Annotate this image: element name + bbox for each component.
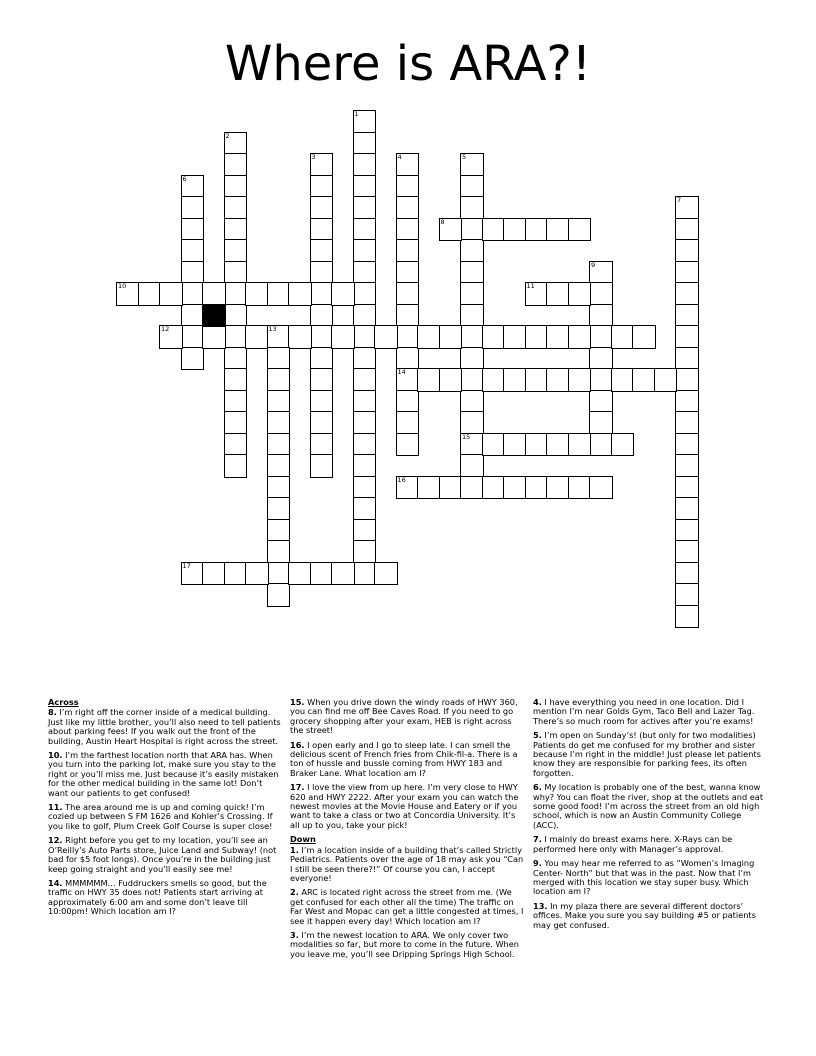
clue-text: I have everything you need in one location. Did I mention I’m near Golds Gym, Taco Bell and Lazer Tag. There’s so much room for actives after you’re exams! bbox=[533, 697, 755, 726]
clue-text: My location is probably one of the best, wanna know why? You can float the river, shop at the outlets and eat some good food! I’m across the street from an old high school, which is now an Austin Community College (ACC). bbox=[533, 782, 764, 830]
crossword-cell[interactable] bbox=[568, 325, 592, 349]
crossword-cell[interactable] bbox=[675, 497, 699, 521]
crossword-cell[interactable] bbox=[525, 282, 549, 306]
crossword-cell[interactable] bbox=[224, 454, 248, 478]
crossword-cell[interactable] bbox=[589, 304, 613, 328]
crossword-cell[interactable] bbox=[568, 433, 592, 457]
crossword-cell[interactable] bbox=[310, 454, 334, 478]
crossword-cell[interactable] bbox=[159, 282, 183, 306]
crossword-cell[interactable] bbox=[245, 325, 269, 349]
crossword-cell[interactable] bbox=[181, 261, 205, 285]
crossword-cell[interactable] bbox=[546, 433, 570, 457]
clue-number-label: 8 bbox=[440, 217, 445, 226]
crossword-cell[interactable] bbox=[417, 476, 441, 500]
crossword-cell[interactable] bbox=[181, 218, 205, 242]
crossword-cell[interactable] bbox=[310, 325, 334, 349]
crossword-cell[interactable] bbox=[482, 433, 506, 457]
crossword-cell[interactable] bbox=[181, 175, 205, 199]
clue-text: When you drive down the windy roads of HWY 360, you can find me off Bee Caves Road. If you need to go grocery shopping after your exam, HEB is right across the street! bbox=[290, 697, 518, 736]
clue-text: I love the view from up here. I’m very close to HWY 620 and HWY 2222. After your exam you can watch the newest movies at the Movie House and Eatery or if you want to take a class or two at Concordia University. It’s all up to you, take your pick! bbox=[290, 782, 519, 830]
crossword-cell[interactable] bbox=[611, 325, 635, 349]
crossword-cell[interactable] bbox=[288, 325, 312, 349]
crossword-cell[interactable] bbox=[460, 390, 484, 414]
crossword-cell[interactable] bbox=[675, 562, 699, 586]
crossword-cell[interactable] bbox=[396, 347, 420, 371]
crossword-cell[interactable] bbox=[353, 497, 377, 521]
crossword-cell[interactable] bbox=[353, 368, 377, 392]
crossword-cell[interactable] bbox=[417, 368, 441, 392]
crossword-cell[interactable] bbox=[546, 218, 570, 242]
clue-text: I open early and I go to sleep late. I can smell the delicious scent of French fries from Chik-fil-a. There is a ton of hussle and bussle coming from HWY 183 and Braker Lane. What location am I? bbox=[290, 739, 518, 778]
crossword-cell[interactable] bbox=[138, 282, 162, 306]
crossword-cell[interactable] bbox=[353, 390, 377, 414]
crossword-cell[interactable] bbox=[546, 325, 570, 349]
clue-across-16 bbox=[290, 741, 524, 779]
clue-column-1 bbox=[48, 698, 282, 922]
crossword-cell[interactable] bbox=[310, 433, 334, 457]
crossword-cell[interactable] bbox=[589, 411, 613, 435]
clue-across-8 bbox=[48, 708, 282, 746]
crossword-cell[interactable] bbox=[267, 347, 291, 371]
crossword-cell[interactable] bbox=[353, 218, 377, 242]
crossword-cell[interactable] bbox=[482, 368, 506, 392]
crossword-cell[interactable] bbox=[224, 175, 248, 199]
clue-across-15 bbox=[290, 698, 524, 736]
crossword-cell[interactable] bbox=[460, 282, 484, 306]
clue-down-3 bbox=[290, 931, 524, 959]
crossword-cell[interactable] bbox=[396, 196, 420, 220]
crossword-cell[interactable] bbox=[267, 540, 291, 564]
crossword-cell[interactable] bbox=[224, 218, 248, 242]
crossword-cell[interactable] bbox=[310, 261, 334, 285]
crossword-cell[interactable] bbox=[159, 325, 183, 349]
crossword-cell[interactable] bbox=[525, 476, 549, 500]
crossword-cell[interactable] bbox=[396, 368, 420, 392]
clue-down-6 bbox=[533, 783, 767, 830]
clue-number-label: 6 bbox=[182, 174, 187, 183]
crossword-cell[interactable] bbox=[611, 433, 635, 457]
clue-text: I mainly do breast exams here. X-Rays can be performed here only with Manager’s approval. bbox=[533, 834, 733, 854]
crossword-cell[interactable] bbox=[503, 325, 527, 349]
crossword-cell[interactable] bbox=[374, 325, 398, 349]
crossword-cell[interactable] bbox=[267, 433, 291, 457]
black-square bbox=[202, 304, 226, 328]
crossword-cell[interactable] bbox=[675, 390, 699, 414]
crossword-cell[interactable] bbox=[267, 476, 291, 500]
crossword-cell[interactable] bbox=[460, 347, 484, 371]
crossword-cell[interactable] bbox=[267, 411, 291, 435]
clue-number-label: 5 bbox=[462, 153, 467, 161]
crossword-cell[interactable] bbox=[224, 132, 248, 156]
crossword-cell[interactable] bbox=[331, 325, 355, 349]
clue-number: 7. bbox=[533, 834, 542, 845]
crossword-cell[interactable] bbox=[482, 218, 506, 242]
crossword-cell[interactable] bbox=[267, 454, 291, 478]
crossword-cell[interactable] bbox=[181, 239, 205, 263]
crossword-cell[interactable] bbox=[267, 519, 291, 543]
clue-down-7 bbox=[533, 835, 767, 854]
crossword-cell[interactable] bbox=[245, 282, 269, 306]
crossword-cell[interactable] bbox=[675, 196, 699, 220]
clue-number: 17. bbox=[290, 782, 305, 793]
crossword-cell[interactable] bbox=[568, 282, 592, 306]
crossword-cell[interactable] bbox=[589, 368, 613, 392]
crossword-cell[interactable] bbox=[396, 304, 420, 328]
clue-number: 8. bbox=[48, 707, 57, 718]
crossword-cell[interactable] bbox=[267, 583, 291, 607]
crossword-cell[interactable] bbox=[675, 239, 699, 263]
clue-number-label: 3 bbox=[311, 153, 316, 161]
crossword-cell[interactable] bbox=[460, 433, 484, 457]
crossword-cell[interactable] bbox=[396, 153, 420, 177]
crossword-cell[interactable] bbox=[460, 454, 484, 478]
crossword-cell[interactable] bbox=[267, 390, 291, 414]
crossword-cell[interactable] bbox=[396, 325, 420, 349]
crossword-cell[interactable] bbox=[589, 390, 613, 414]
crossword-cell[interactable] bbox=[396, 239, 420, 263]
crossword-cell[interactable] bbox=[460, 476, 484, 500]
crossword-cell[interactable] bbox=[353, 196, 377, 220]
crossword-cell[interactable] bbox=[482, 476, 506, 500]
clue-number: 15. bbox=[290, 697, 305, 707]
crossword-cell[interactable] bbox=[675, 218, 699, 242]
crossword-cell[interactable] bbox=[568, 368, 592, 392]
crossword-cell[interactable] bbox=[675, 476, 699, 500]
crossword-cell[interactable] bbox=[353, 562, 377, 586]
crossword-cell[interactable] bbox=[396, 433, 420, 457]
crossword-cell[interactable] bbox=[568, 476, 592, 500]
crossword-cell[interactable] bbox=[202, 325, 226, 349]
crossword-cell[interactable] bbox=[353, 519, 377, 543]
crossword-cell[interactable] bbox=[224, 325, 248, 349]
crossword-cell[interactable] bbox=[525, 368, 549, 392]
clue-down-4 bbox=[533, 698, 767, 726]
crossword-cell[interactable] bbox=[525, 433, 549, 457]
crossword-cell[interactable] bbox=[460, 261, 484, 285]
crossword-cell[interactable] bbox=[310, 368, 334, 392]
crossword-cell[interactable] bbox=[503, 218, 527, 242]
crossword-cell[interactable] bbox=[503, 476, 527, 500]
crossword-cell[interactable] bbox=[331, 562, 355, 586]
crossword-cell[interactable] bbox=[396, 261, 420, 285]
crossword-cell[interactable] bbox=[288, 562, 312, 586]
crossword-cell[interactable] bbox=[675, 325, 699, 349]
crossword-cell[interactable] bbox=[202, 282, 226, 306]
crossword-cell[interactable] bbox=[546, 282, 570, 306]
crossword-cell[interactable] bbox=[181, 196, 205, 220]
page-title: Where is ARA?! bbox=[224, 36, 592, 92]
crossword-cell[interactable] bbox=[675, 454, 699, 478]
clue-text: I’m the newest location to ARA. We only cover two modalities so far, but more to come in the future. When you leave me, you’ll see Dripping Springs High School. bbox=[290, 929, 519, 959]
crossword-cell[interactable] bbox=[675, 540, 699, 564]
crossword-cell[interactable] bbox=[224, 196, 248, 220]
crossword-cell[interactable] bbox=[181, 304, 205, 328]
crossword-cell[interactable] bbox=[224, 261, 248, 285]
crossword-cell[interactable] bbox=[310, 196, 334, 220]
clue-number-label: 15 bbox=[462, 432, 471, 441]
crossword-cell[interactable] bbox=[267, 562, 291, 586]
crossword-cell[interactable] bbox=[675, 347, 699, 371]
crossword-cell[interactable] bbox=[310, 175, 334, 199]
crossword-cell[interactable] bbox=[267, 368, 291, 392]
crossword-cell[interactable] bbox=[460, 411, 484, 435]
crossword-cell[interactable] bbox=[310, 239, 334, 263]
crossword-cell[interactable] bbox=[353, 110, 377, 134]
clue-text: In my plaza there are several different doctors’ offices. Make you sure you say building #5 or patients may get confused. bbox=[533, 900, 756, 930]
crossword-cell[interactable] bbox=[589, 261, 613, 285]
clue-text: I’m right off the corner inside of a medical building. Just like my little brother, you’ll also need to tell patients about parking fees! If you walk out the front of the building, Austin Heart Hospital is right across the street. bbox=[48, 707, 281, 746]
crossword-cell[interactable] bbox=[675, 282, 699, 306]
crossword-cell[interactable] bbox=[396, 411, 420, 435]
clue-number-label: 12 bbox=[161, 325, 170, 333]
crossword-cell[interactable] bbox=[353, 454, 377, 478]
clue-column-3 bbox=[533, 698, 767, 935]
crossword-cell[interactable] bbox=[589, 282, 613, 306]
crossword-cell[interactable] bbox=[460, 196, 484, 220]
crossword-cell[interactable] bbox=[589, 347, 613, 371]
crossword-cell[interactable] bbox=[460, 153, 484, 177]
crossword-cell[interactable] bbox=[675, 519, 699, 543]
crossword-cell[interactable] bbox=[546, 368, 570, 392]
crossword-cell[interactable] bbox=[546, 476, 570, 500]
crossword-cell[interactable] bbox=[288, 282, 312, 306]
crossword-cell[interactable] bbox=[353, 304, 377, 328]
crossword-cell[interactable] bbox=[224, 411, 248, 435]
clue-text: MMMMMM… Fuddruckers smells so good, but the traffic on HWY 35 does not! Patients start arriving at approximately 6:00 am and some don’t leave till 10:00pm! Which location am I? bbox=[48, 877, 267, 917]
across-heading: Across bbox=[48, 697, 79, 707]
crossword-cell[interactable] bbox=[310, 411, 334, 435]
clue-number: 14. bbox=[48, 877, 63, 888]
crossword-cell[interactable] bbox=[632, 325, 656, 349]
crossword-cell[interactable] bbox=[482, 325, 506, 349]
crossword-cell[interactable] bbox=[245, 562, 269, 586]
clue-number: 1. bbox=[290, 844, 299, 855]
crossword-cell[interactable] bbox=[202, 562, 226, 586]
crossword-cell[interactable] bbox=[503, 433, 527, 457]
crossword-cell[interactable] bbox=[353, 476, 377, 500]
clue-number-label: 10 bbox=[118, 282, 127, 290]
crossword-cell[interactable] bbox=[224, 562, 248, 586]
crossword-cell[interactable] bbox=[224, 433, 248, 457]
crossword-cell[interactable] bbox=[181, 282, 205, 306]
clue-number: 4. bbox=[533, 697, 542, 707]
clue-number: 3. bbox=[290, 929, 299, 940]
crossword-cell[interactable] bbox=[396, 282, 420, 306]
crossword-cell[interactable] bbox=[589, 476, 613, 500]
crossword-cell[interactable] bbox=[181, 347, 205, 371]
crossword-cell[interactable] bbox=[353, 282, 377, 306]
crossword-cell[interactable] bbox=[525, 325, 549, 349]
crossword-cell[interactable] bbox=[396, 476, 420, 500]
clue-number-label: 9 bbox=[591, 260, 596, 269]
clue-number: 5. bbox=[533, 730, 542, 741]
clue-text: I’m the farthest location north that ARA has. When you turn into the parking lot, make sure you stay to the right or you’ll miss me. Just because it’s easily mistaken for the other medical building in the same lot! Don’t want our patients to get confused! bbox=[48, 750, 279, 798]
clue-number: 16. bbox=[290, 739, 305, 750]
crossword-cell[interactable] bbox=[310, 282, 334, 306]
clue-down-2 bbox=[290, 888, 524, 926]
clue-number-label: 13 bbox=[268, 325, 277, 333]
crossword-cell[interactable] bbox=[224, 304, 248, 328]
crossword-cell[interactable] bbox=[460, 218, 484, 242]
crossword-cell[interactable] bbox=[589, 433, 613, 457]
clue-text: You may hear me referred to as “Women’s Imaging Center- North” but that was in the past. Now that I’m merged with this location we stay super busy. Which location am I? bbox=[533, 858, 755, 897]
crossword-cell[interactable] bbox=[353, 239, 377, 263]
crossword-cell[interactable] bbox=[460, 239, 484, 263]
crossword-cell[interactable] bbox=[224, 390, 248, 414]
crossword-cell[interactable] bbox=[396, 390, 420, 414]
crossword-cell[interactable] bbox=[267, 282, 291, 306]
crossword-cell[interactable] bbox=[353, 132, 377, 156]
crossword-cell[interactable] bbox=[439, 476, 463, 500]
crossword-cell[interactable] bbox=[224, 153, 248, 177]
clue-number: 10. bbox=[48, 750, 63, 761]
crossword-cell[interactable] bbox=[675, 304, 699, 328]
clue-number-label: 4 bbox=[397, 153, 402, 161]
crossword-cell[interactable] bbox=[460, 304, 484, 328]
crossword-cell[interactable] bbox=[460, 368, 484, 392]
clue-text: I’m a location inside of a building that’s called Strictly Pediatrics. Patients over the age of 18 may ask you “Can I still be seen there?!” Of course you can, I accept everyone! bbox=[290, 844, 524, 883]
crossword-cell[interactable] bbox=[675, 605, 699, 629]
clue-down-1 bbox=[290, 846, 524, 884]
crossword-cell[interactable] bbox=[439, 368, 463, 392]
crossword-cell[interactable] bbox=[267, 497, 291, 521]
crossword-cell[interactable] bbox=[181, 325, 205, 349]
crossword-cell[interactable] bbox=[374, 562, 398, 586]
clue-number-label: 17 bbox=[182, 561, 191, 570]
clue-number: 6. bbox=[533, 782, 542, 793]
crossword-cell[interactable] bbox=[654, 368, 678, 392]
clue-down-13 bbox=[533, 902, 767, 930]
clue-text: The area around me is up and coming quick! I’m cozied up between S FM 1626 and Kohler’s Crossing. If you like to golf, Plum Creek Golf Course is super close! bbox=[48, 802, 273, 831]
clue-number: 13. bbox=[533, 900, 548, 911]
crossword-cell[interactable] bbox=[310, 562, 334, 586]
clue-across-10 bbox=[48, 751, 282, 798]
crossword-cell[interactable] bbox=[310, 153, 334, 177]
crossword-cell[interactable] bbox=[224, 368, 248, 392]
crossword-cell[interactable] bbox=[439, 325, 463, 349]
crossword-cell[interactable] bbox=[675, 583, 699, 607]
crossword-cell[interactable] bbox=[224, 282, 248, 306]
clue-number: 2. bbox=[290, 887, 299, 898]
crossword-cell[interactable] bbox=[353, 175, 377, 199]
crossword-cell[interactable] bbox=[310, 304, 334, 328]
crossword-cell[interactable] bbox=[116, 282, 140, 306]
crossword-cell[interactable] bbox=[310, 390, 334, 414]
crossword-cell[interactable] bbox=[353, 540, 377, 564]
clue-number: 11. bbox=[48, 802, 63, 813]
crossword-cell[interactable] bbox=[396, 175, 420, 199]
clue-down-9 bbox=[533, 859, 767, 897]
crossword-cell[interactable] bbox=[353, 153, 377, 177]
clue-number-label: 1 bbox=[354, 110, 359, 118]
crossword-cell[interactable] bbox=[675, 411, 699, 435]
crossword-cell[interactable] bbox=[181, 562, 205, 586]
down-heading: Down bbox=[290, 834, 316, 845]
clue-across-12 bbox=[48, 836, 282, 874]
crossword-cell[interactable] bbox=[675, 433, 699, 457]
clue-number-label: 11 bbox=[526, 282, 535, 290]
clue-number: 12. bbox=[48, 835, 63, 846]
crossword-cell[interactable] bbox=[353, 411, 377, 435]
crossword-cell[interactable] bbox=[417, 325, 441, 349]
crossword-cell[interactable] bbox=[310, 347, 334, 371]
crossword-cell[interactable] bbox=[460, 175, 484, 199]
clue-number-label: 16 bbox=[397, 475, 406, 484]
clue-across-11 bbox=[48, 803, 282, 831]
clue-down-5 bbox=[533, 731, 767, 778]
crossword-cell[interactable] bbox=[568, 218, 592, 242]
clue-across-14 bbox=[48, 879, 282, 917]
crossword-cell[interactable] bbox=[353, 433, 377, 457]
crossword-cell[interactable] bbox=[331, 282, 355, 306]
crossword-cell[interactable] bbox=[224, 347, 248, 371]
clue-number-label: 14 bbox=[397, 368, 406, 376]
crossword-cell[interactable] bbox=[675, 261, 699, 285]
crossword-cell[interactable] bbox=[310, 218, 334, 242]
crossword-cell[interactable] bbox=[267, 325, 291, 349]
clue-column-2 bbox=[290, 698, 524, 964]
clue-text: Right before you get to my location, you’ll see an O’Reilly’s Auto Parts store, Juice Land and Subway! (not bad for $5 foot longs). Once you’re in the building just keep going straight and you’ll easily see me! bbox=[48, 835, 277, 874]
clue-number: 9. bbox=[533, 858, 542, 869]
crossword-cell[interactable] bbox=[353, 347, 377, 371]
crossword-cell[interactable] bbox=[675, 368, 699, 392]
clue-number-label: 2 bbox=[225, 131, 230, 140]
crossword-cell[interactable] bbox=[611, 368, 635, 392]
clue-number-label: 7 bbox=[677, 196, 682, 204]
crossword-cell[interactable] bbox=[439, 218, 463, 242]
clue-across-17 bbox=[290, 783, 524, 830]
crossword-cell[interactable] bbox=[353, 325, 377, 349]
crossword-cell[interactable] bbox=[224, 239, 248, 263]
crossword-cell[interactable] bbox=[632, 368, 656, 392]
crossword-cell[interactable] bbox=[353, 261, 377, 285]
crossword-cell[interactable] bbox=[589, 325, 613, 349]
clue-text: ARC is located right across the street from me. (We get confused for each other all the time) The traffic on Far West and Mopac can get a little congested at times, I see it happen every day! Which location am I? bbox=[290, 887, 524, 926]
crossword-cell[interactable] bbox=[396, 218, 420, 242]
clue-text: I’m open on Sunday’s! (but only for two modalities) Patients do get me confused for my brother and sister because I’m right in the middle! Just please let patients know they are responsible for parking fees, its often forgotten. bbox=[533, 730, 761, 778]
crossword-cell[interactable] bbox=[460, 325, 484, 349]
crossword-cell[interactable] bbox=[525, 218, 549, 242]
crossword-cell[interactable] bbox=[503, 368, 527, 392]
